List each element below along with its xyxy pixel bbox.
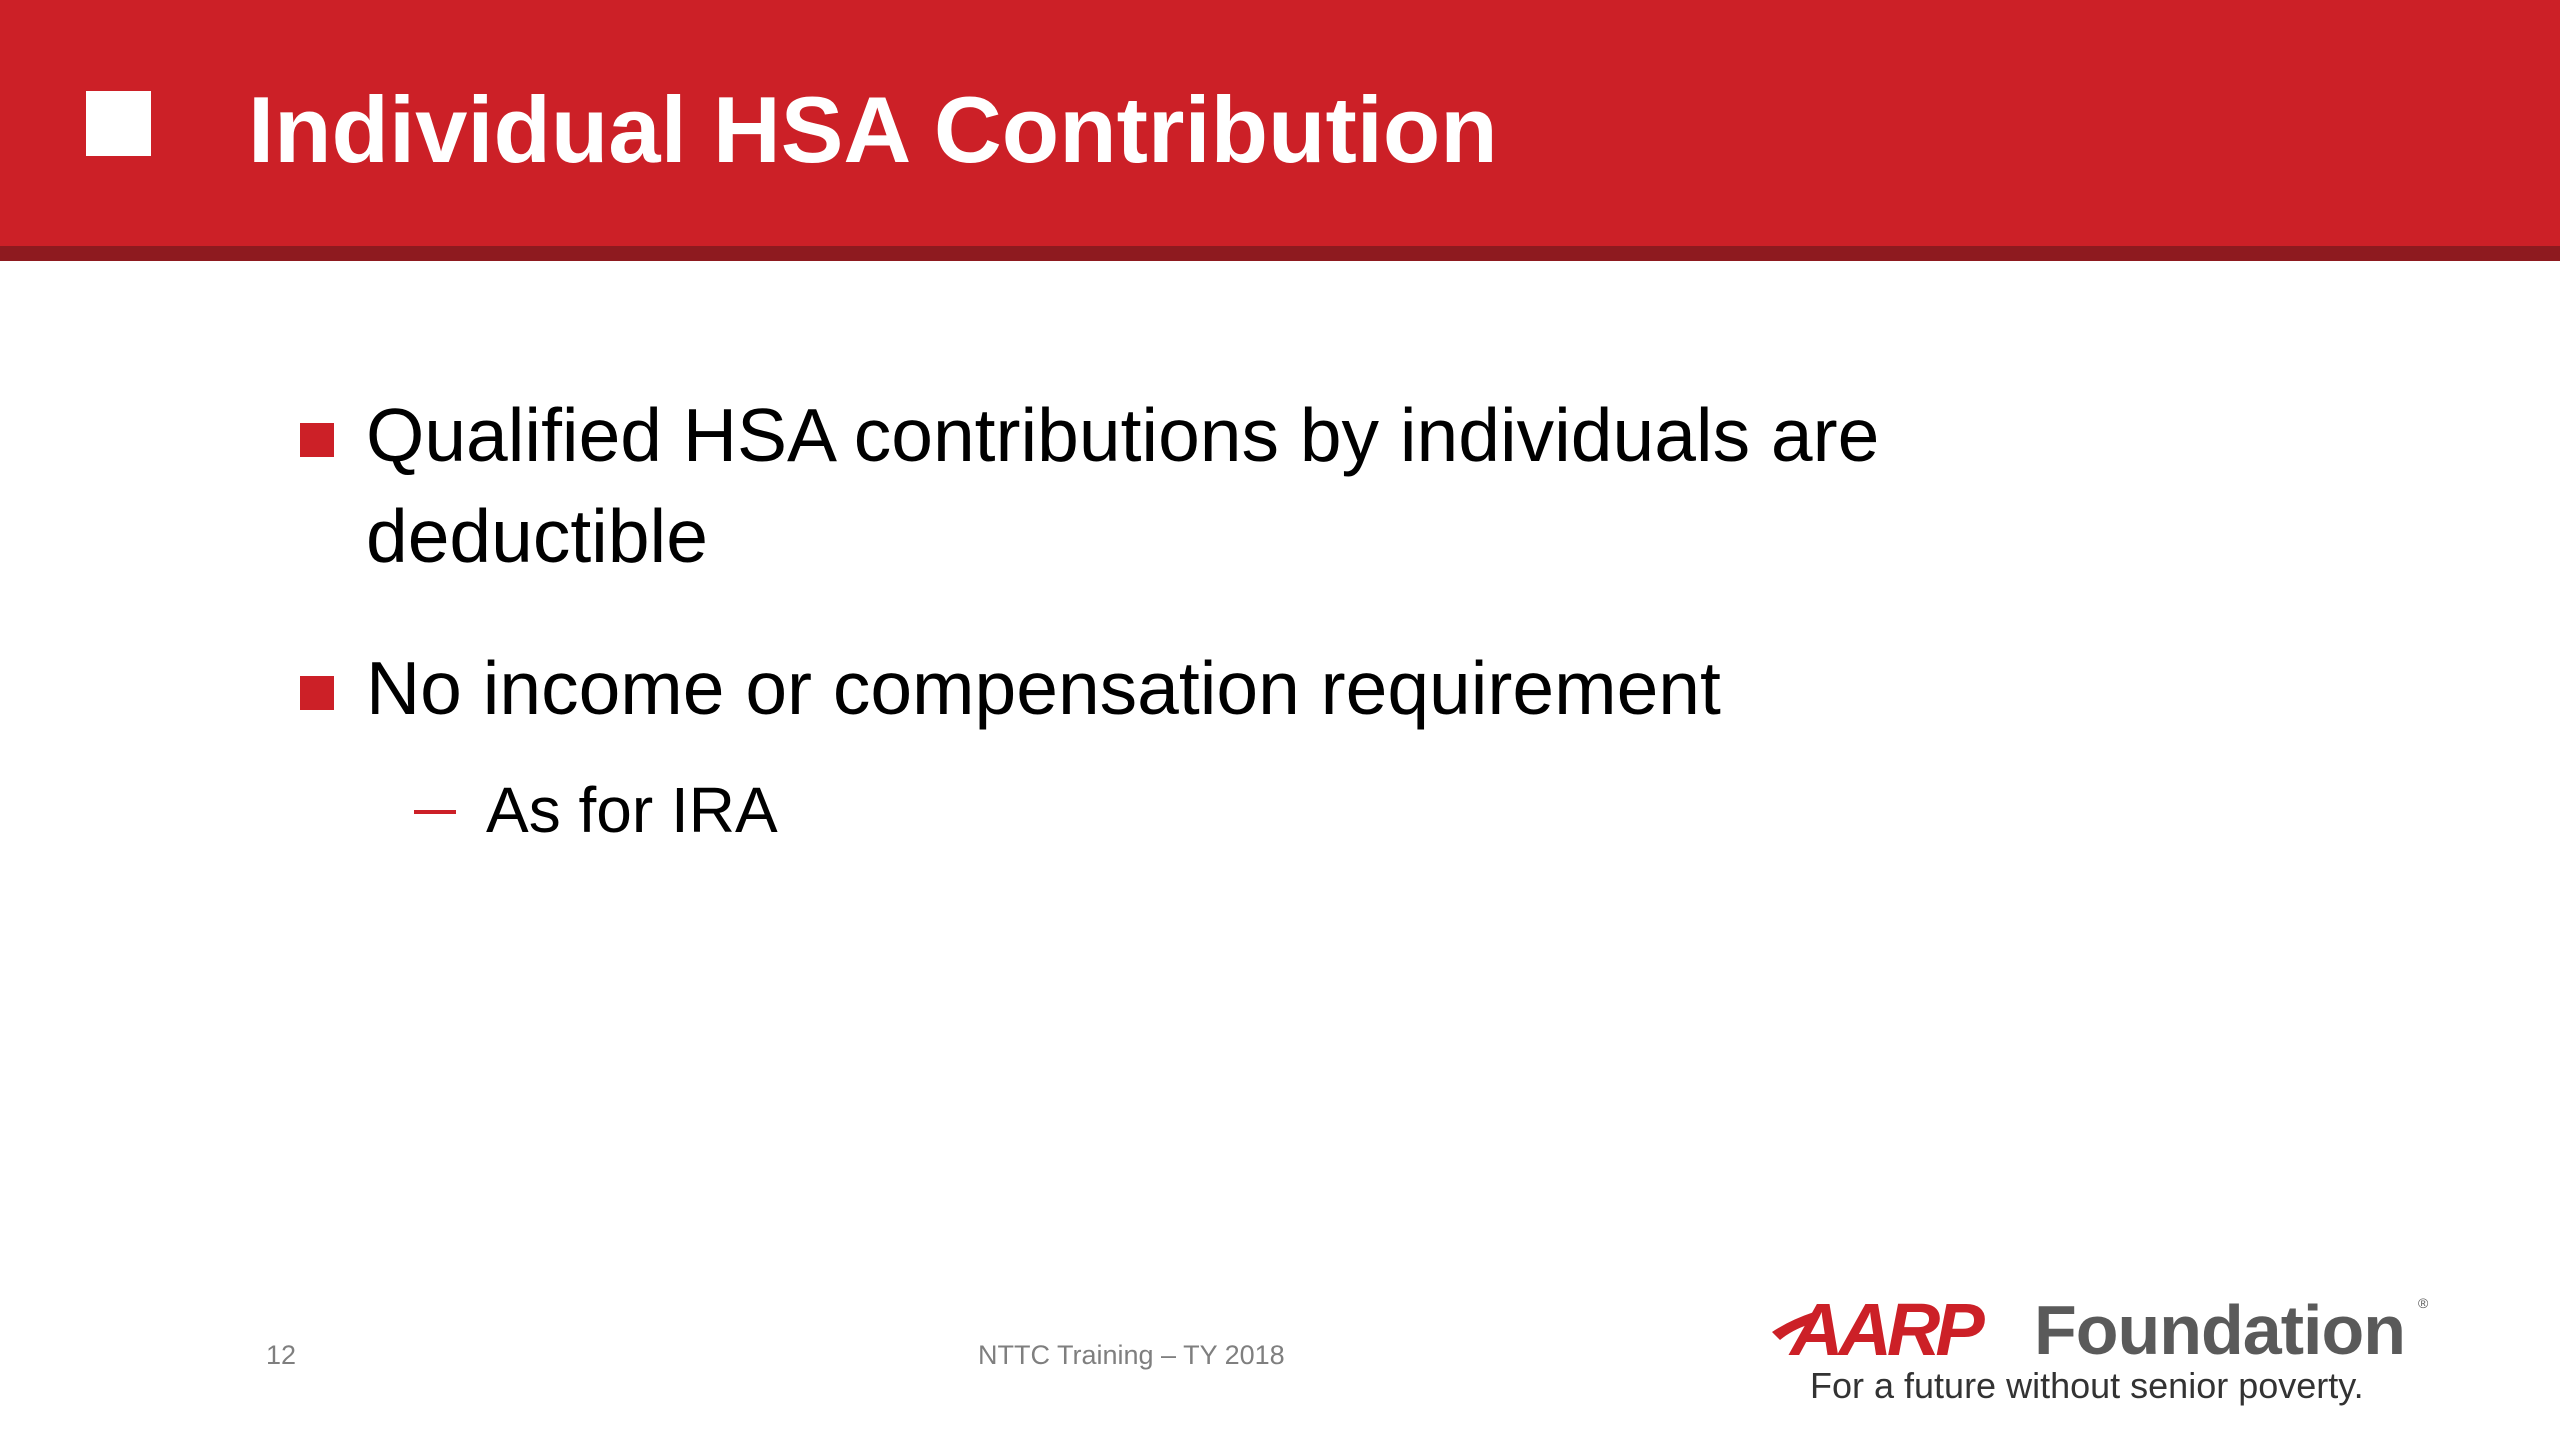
- bullet-text: Qualified HSA contributions by individuals are deductible: [366, 393, 1880, 578]
- page-number: 12: [266, 1340, 297, 1370]
- registered-mark: ®: [2418, 1295, 2429, 1311]
- bullet-text: No income or compensation requirement: [366, 646, 1721, 730]
- logo-name: Foundation: [2034, 1291, 2406, 1369]
- square-bullet-icon: [300, 423, 334, 457]
- square-bullet-icon: [300, 676, 334, 710]
- aarp-foundation-logo: [1770, 1290, 2430, 1410]
- sub-bullet-text: As for IRA: [486, 774, 778, 846]
- slide-title: Individual HSA Contribution: [248, 77, 1498, 182]
- footer-text: NTTC Training – TY 2018: [978, 1340, 1285, 1370]
- logo-tagline: For a future without senior poverty.: [1810, 1365, 2364, 1406]
- dash-bullet-icon: [414, 810, 456, 814]
- logo-brand: AARP: [1790, 1288, 1980, 1371]
